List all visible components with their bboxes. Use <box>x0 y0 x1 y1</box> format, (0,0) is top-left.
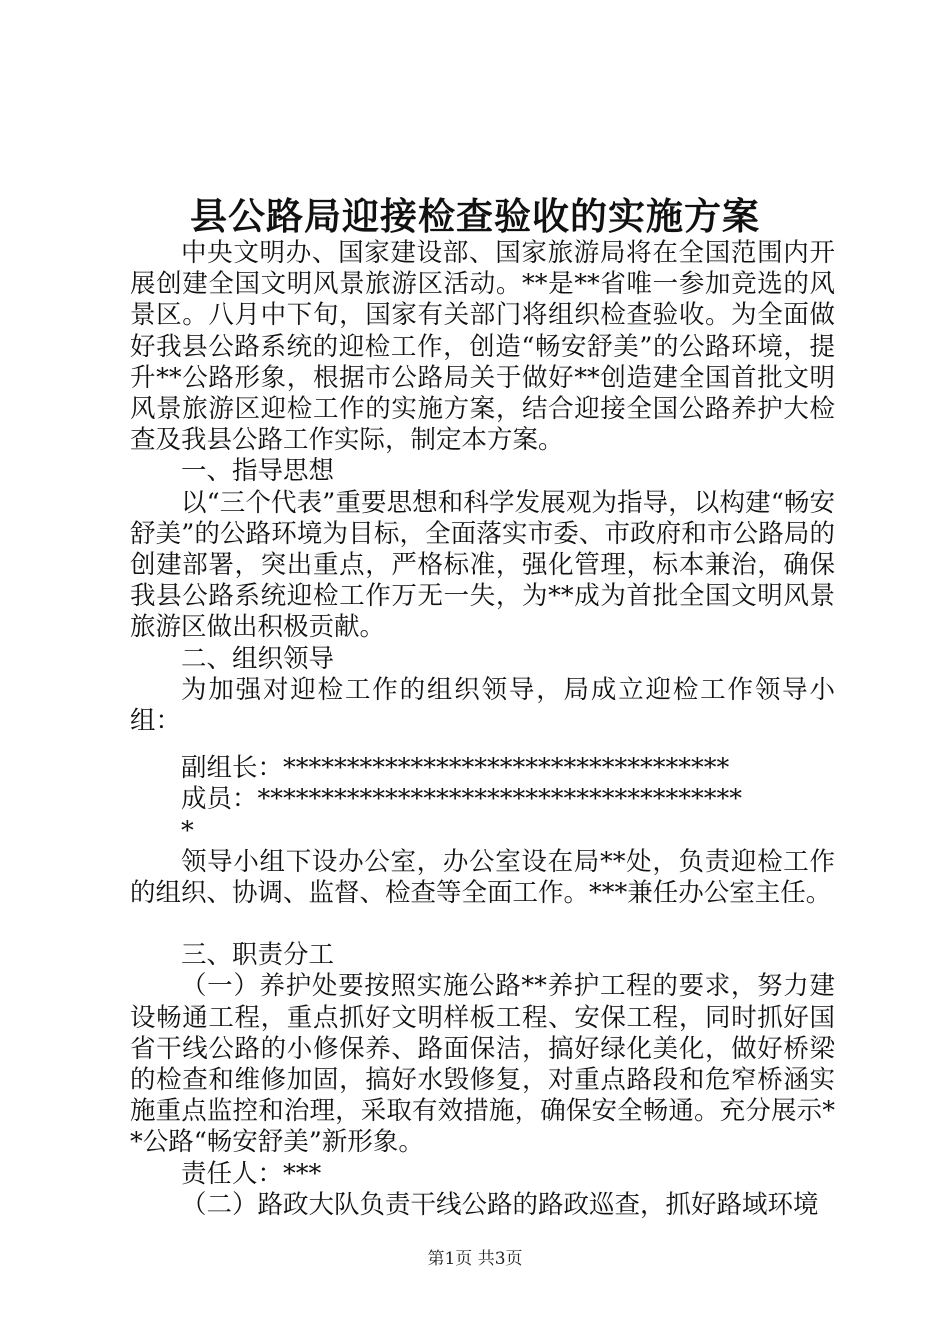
members-line-continued: * <box>181 815 194 846</box>
duty-two-paragraph: （二）路政大队负责干线公路的路政巡查，抓好路域环境 <box>181 1189 819 1220</box>
document-title: 县公路局迎接检查验收的实施方案 <box>190 194 760 238</box>
document-body <box>130 238 835 1221</box>
section-heading-guiding-ideology: 一、指导思想 <box>181 456 335 487</box>
office-paragraph: 领导小组下设办公室，办公室设在局**处，负责迎检工作的组织、协调、监督、检查等全面工作。***兼任办公室主任。 <box>130 846 835 909</box>
deputy-leader-line: 副组长：*********************************** <box>181 753 730 784</box>
organization-paragraph: 为加强对迎检工作的组织领导，局成立迎检工作领导小组： <box>130 674 835 737</box>
page-number-footer: 第1页 共3页 <box>427 1249 523 1269</box>
members-line: 成员：************************************** <box>181 784 743 815</box>
section-heading-duties: 三、职责分工 <box>181 940 335 971</box>
intro-paragraph: 中央文明办、国家建设部、国家旅游局将在全国范围内开展创建全国文明风景旅游区活动。**是**省唯一参加竞选的风景区。八月中下旬，国家有关部门将组织检查验收。为全面做好我县公路系统的迎检工作，创造“畅安舒美”的公路环境，提升**公路形象，根据市公路局关于做好**创造建全国首批文明风景旅游区迎检工作的实施方案，结合迎接全国公路养护大检查及我县公路工作实际，制定本方案。 <box>130 238 835 456</box>
section-heading-organization: 二、组织领导 <box>181 643 335 674</box>
responsible-person-line: 责任人：*** <box>181 1158 322 1189</box>
guiding-ideology-paragraph: 以“三个代表”重要思想和科学发展观为指导，以构建“畅安舒美”的公路环境为目标，全面落实市委、市政府和市公路局的创建部署，突出重点，严格标准，强化管理，标本兼治，确保我县公路系统迎检工作万无一失，为**成为首批全国文明风景旅游区做出积极贡献。 <box>130 487 835 643</box>
duty-one-paragraph: （一）养护处要按照实施公路**养护工程的要求，努力建设畅通工程，重点抓好文明样板工程、安保工程，同时抓好国省干线公路的小修保养、路面保洁，搞好绿化美化，做好桥梁的检查和维修加固，搞好水毁修复，对重点路段和危窄桥涵实施重点监控和治理，采取有效措施，确保安全畅通。充分展示**公路“畅安舒美”新形象。 <box>130 971 835 1158</box>
